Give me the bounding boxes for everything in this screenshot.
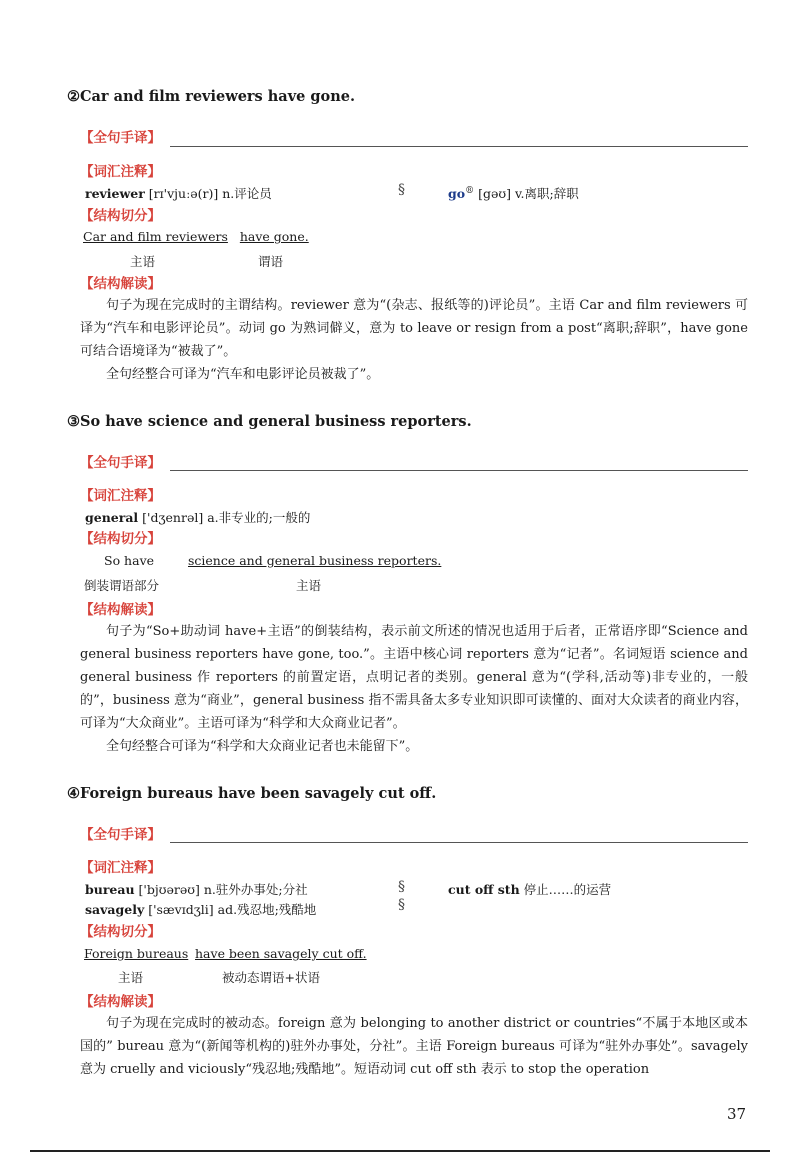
vocab-definition: 停止……的运营 (523, 882, 612, 897)
vocab-word: cut off sth (448, 882, 520, 897)
vocab-word: bureau (85, 882, 135, 897)
footer-rule (30, 1150, 770, 1152)
section4-split-part2: have been savagely cut off. (195, 946, 367, 961)
section4-separator: § § (398, 879, 405, 913)
section4-paragraph1: 句子为现在完成时的被动态。foreign 意为 belonging to another district or countries“不属于本地区或本国的” bureau 意为“(新闻等机构的)驻外办事处，分社”。主语 Foreign bureaus 可译为“驻外办事处”。savagely 意为 cruelly and viciously“残忍地;残酷地”。短语动词 cut off sth 表示 to stop the operation (80, 1016, 748, 1077)
section4-vocab1 (85, 880, 308, 898)
section4-vocab-tag: 【词汇注释】 (80, 860, 161, 876)
section4-explain-tag: 【结构解读】 (80, 994, 161, 1010)
section2-vocab1 (85, 184, 272, 202)
section3-heading: ③So have science and general business reporters. (67, 413, 472, 430)
section2-paragraph1: 句子为现在完成时的主谓结构。reviewer 意为“(杂志、报纸等的)评论员”。主语 Car and film reviewers 可译为“汽车和电影评论员”。动词 go 为熟词僻义，意为 to leave or resign from a post“离职;辞职”，have gone 可结合语境译为“被裁了”。 (80, 298, 748, 359)
vocab-definition: ['sævɪdʒli] ad.残忍地;残酷地 (148, 902, 317, 917)
split-subject: Car and film reviewers (83, 229, 228, 244)
section3-vocab1 (85, 508, 310, 526)
section3-paragraph1: 句子为“So+助动词 have+主语”的倒装结构，表示前文所述的情况也适用于后者，正常语序即“Science and general business reporters have gone, too.”。主语中核心词 reporters 意为“记者”。名词短语 science and general business 作 reporters 的前置定语，点明记者的类别。general 意为“(学科,活动等)非专业的，一般的”，business 意为“商业”，general business 指不需具备太多专业知识即可读懂的、面对大众读者的商业内容，可译为“大众商业”。主语可译为“科学和大众商业记者”。 (80, 624, 748, 731)
section3-translate-tag: 【全句手译】 (80, 455, 161, 471)
section4-translate-tag: 【全句手译】 (80, 827, 161, 843)
section4-label-part1: 主语 (118, 970, 144, 985)
section4-heading: ④Foreign bureaus have been savagely cut off. (67, 785, 437, 802)
section2-paragraph2: 全句经整合可译为“汽车和电影评论员被裁了”。 (106, 367, 380, 382)
section3-translate-line[interactable] (170, 470, 748, 471)
section2-split (83, 229, 309, 244)
vocab-word: go (448, 186, 466, 201)
vocab-definition: [gəʊ] v.离职;辞职 (478, 186, 579, 201)
section4-label-part2: 被动态谓语+状语 (222, 970, 320, 985)
section4-vocab2 (85, 900, 316, 918)
vocab-word: general (85, 510, 139, 525)
section2-explain-tag: 【结构解读】 (80, 276, 161, 292)
section2-vocab2: go® [gəʊ] v.离职;辞职 (448, 185, 579, 201)
section3-explain-tag: 【结构解读】 (80, 602, 161, 618)
section3-vocab-tag: 【词汇注释】 (80, 488, 161, 504)
page-number: 37 (727, 1105, 747, 1123)
section3-paragraph2: 全句经整合可译为“科学和大众商业记者也未能留下”。 (106, 739, 419, 754)
section2-label-predicate: 谓语 (258, 254, 284, 269)
section4-vocab3 (448, 880, 611, 898)
vocab-definition: [rɪ'vjuːə(r)] n.评论员 (148, 186, 272, 201)
vocab-word: savagely (85, 902, 145, 917)
section3-split-part1: So have (104, 553, 155, 568)
section2-label-subject: 主语 (130, 254, 156, 269)
section4-split-part1: Foreign bureaus (84, 946, 189, 961)
split-predicate: have gone. (239, 229, 309, 244)
section3-split-tag: 【结构切分】 (80, 531, 161, 547)
section4-translate-line[interactable] (170, 842, 748, 843)
section3-split-part2: science and general business reporters. (188, 553, 442, 568)
vocab-definition: ['dʒenrəl] a.非专业的;一般的 (142, 510, 311, 525)
section2-translate-tag: 【全句手译】 (80, 130, 161, 146)
section3-label-part2: 主语 (296, 578, 322, 593)
section3-label-part1: 倒装谓语部分 (84, 578, 160, 593)
section2-split-tag: 【结构切分】 (80, 208, 161, 224)
section2-separator: § (398, 182, 405, 198)
vocab-word: reviewer (85, 186, 145, 201)
vocab-definition: ['bjʊərəʊ] n.驻外办事处;分社 (138, 882, 308, 897)
section4-split-tag: 【结构切分】 (80, 924, 161, 940)
section2-translate-line[interactable] (170, 146, 748, 147)
section2-heading: ②Car and film reviewers have gone. (67, 88, 356, 105)
section2-vocab-tag: 【词汇注释】 (80, 164, 161, 180)
